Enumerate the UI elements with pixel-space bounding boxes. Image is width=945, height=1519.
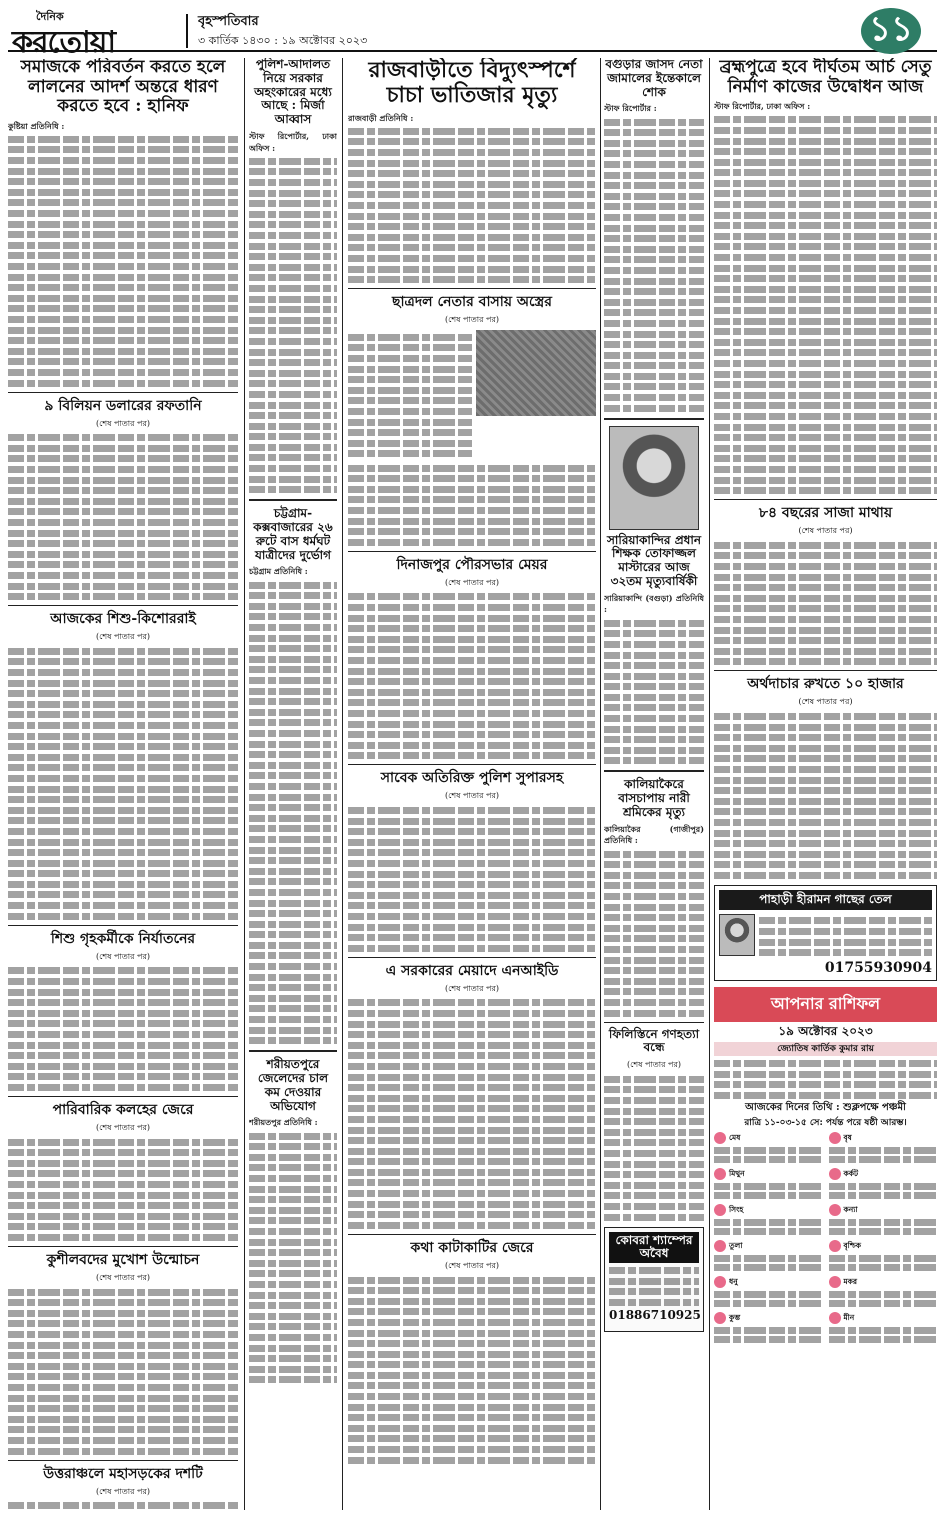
column-3 — [348, 58, 596, 1510]
article-body — [8, 434, 238, 600]
article-bridge — [714, 58, 937, 494]
article-chhatradal — [348, 294, 596, 546]
article-body — [348, 465, 596, 546]
headline: সাবেক অতিরিক্ত পুলিশ সুপারসহ — [380, 770, 564, 787]
headline: উত্তরাঞ্চলে মহাসড়কের দশটি — [43, 1465, 203, 1482]
article-electric — [348, 58, 596, 283]
byline: রাজবাড়ী প্রতিনিধি : — [348, 112, 414, 123]
zodiac-icon — [829, 1240, 841, 1252]
article-body — [8, 121, 238, 387]
column-divider — [342, 58, 343, 1510]
headline: কুশীলবদের মুখোশ উন্মোচন — [46, 1251, 200, 1268]
byline: স্টাফ রিপোর্টার, ঢাকা অফিস : — [249, 130, 337, 153]
article-body — [348, 999, 596, 1228]
article-body — [348, 113, 596, 284]
rashi-item — [829, 1276, 938, 1309]
herbal-oil-ad — [714, 885, 937, 981]
rashi-item — [714, 1276, 823, 1309]
article-maid — [8, 931, 238, 1091]
headline: ৮৪ বছরের সাজা মাথায় — [758, 505, 893, 522]
headline: সমাজকে পরিবর্তন করতে হলে লালনের আদর্শ অন্তরে ধারণ করতে হবে : হানিফ — [20, 58, 226, 117]
headline: ফিলিস্তিনে গণহত্যা বন্ধে — [608, 1026, 700, 1055]
rashi-label: কন্যা — [843, 1205, 858, 1215]
article-filistine — [604, 1028, 704, 1221]
rashi-item — [714, 1204, 823, 1237]
rashi-label: কর্কট — [843, 1169, 859, 1179]
column-4 — [604, 58, 704, 1510]
rashi-label: মিথুন — [729, 1169, 745, 1179]
headline: কালিয়াকৈরে বাসচাপায় নারী শ্রমিকের মৃত্যু — [618, 777, 690, 820]
article-body — [348, 1277, 596, 1464]
article-katakati — [348, 1240, 596, 1464]
tithi-time: রাত্রি ১১-০৩-১৫ সে: পর্যন্ত পরে ষষ্ঠী আরম্ভ। — [744, 1117, 907, 1128]
newspaper-logo-small: দৈনিক — [36, 10, 64, 23]
continued-label: (শেষ পাতার পর) — [95, 951, 151, 961]
zodiac-icon — [829, 1132, 841, 1144]
rashifal-grid — [714, 1132, 937, 1345]
zodiac-icon — [714, 1132, 726, 1144]
continued-label: (শেষ পাতার পর) — [95, 632, 151, 642]
rashi-label: বৃশ্চিক — [843, 1241, 862, 1251]
article-body — [604, 103, 704, 411]
article-body — [249, 1117, 337, 1383]
rashi-item — [714, 1168, 823, 1201]
zodiac-icon — [829, 1168, 841, 1180]
headline: পারিবারিক কলহের জেরে — [52, 1101, 194, 1118]
article-body — [348, 330, 472, 461]
headline: চট্টগ্রাম-কক্সবাজারের ২৬ রুটে বাস ধর্মঘট যাত্রীদের দুর্ভোগ — [253, 506, 333, 562]
article-family — [8, 1102, 238, 1241]
issue-day: বৃহস্পতিবার — [198, 14, 259, 29]
article-shariatpur — [249, 1058, 337, 1383]
continued-label: (শেষ পাতার পর) — [444, 983, 500, 993]
byline: স্টাফ রিপোর্টার, ঢাকা অফিস : — [714, 101, 811, 112]
article-dinajpur — [348, 557, 596, 760]
byline: শরীয়তপুর প্রতিনিধি : — [249, 1117, 318, 1128]
headline: ছাত্রদল নেতার বাসায় অস্ত্রের — [391, 294, 553, 311]
rashi-item — [829, 1168, 938, 1201]
zodiac-icon — [829, 1312, 841, 1324]
astrologer-name: জ্যোতিষ কার্তিক কুমার রায় — [714, 1042, 937, 1056]
article-body — [714, 713, 937, 879]
rashi-label: মকর — [843, 1277, 858, 1287]
article-body — [604, 1076, 704, 1221]
continued-label: (শেষ পাতার পর) — [798, 526, 853, 536]
byline: কুষ্টিয়া প্রতিনিধি : — [8, 120, 65, 131]
article-body — [8, 1502, 238, 1510]
article-body — [8, 967, 238, 1091]
article-jasod — [604, 58, 704, 412]
column-5 — [714, 58, 937, 1510]
article-export — [8, 398, 238, 601]
continued-label: (শেষ পাতার পর) — [95, 1273, 151, 1282]
zodiac-icon — [829, 1276, 841, 1288]
continued-label: (শেষ পাতার পর) — [626, 1060, 682, 1070]
article-kushil — [8, 1252, 238, 1455]
headline: এ সরকারের মেয়াদে এনআইডি — [385, 962, 559, 979]
zodiac-icon — [714, 1276, 726, 1288]
ad-phone: 01755930904 — [824, 959, 932, 976]
article-kaliakair — [604, 778, 704, 1016]
headline: সারিয়াকান্দির প্রধান শিক্ষক তোফাজ্জল মাস্টারের আজ ৩২তম মৃত্যুবার্ষিকী — [606, 532, 702, 589]
column-divider — [600, 58, 601, 1510]
headline: রাজবাড়ীতে বিদ্যুৎস্পর্শে চাচা ভাতিজার মৃত্যু — [368, 58, 576, 109]
article-body — [348, 593, 596, 759]
zodiac-icon — [714, 1312, 726, 1324]
rashi-label: মেষ — [729, 1133, 741, 1143]
masthead-divider — [186, 14, 188, 48]
rashifal-title: আপনার রাশিফল — [714, 987, 937, 1022]
article-lalon — [8, 58, 238, 387]
article-body — [249, 131, 337, 493]
article-body — [604, 824, 704, 1017]
article-body — [8, 1139, 238, 1241]
headline: ব্রহ্মপুত্রে হবে দীর্ঘতম আর্চ সেতু নির্মাণ কাজের উদ্বোধন আজ — [719, 58, 932, 97]
rashi-label: বৃষ — [843, 1133, 852, 1143]
ad-title: কোবরা শ্যাম্পের অবৈধ — [609, 1232, 699, 1264]
column-divider — [244, 58, 245, 1510]
continued-label: (শেষ পাতার পর) — [444, 791, 500, 801]
continued-label: (শেষ পাতার পর) — [798, 697, 853, 707]
column-1 — [8, 58, 238, 1510]
rashi-label: ধনু — [729, 1277, 738, 1287]
article-police — [249, 58, 337, 493]
tithi-label: আজকের দিনের তিথি : শুক্লপক্ষে পঞ্চমী — [745, 1102, 906, 1114]
zodiac-icon — [714, 1240, 726, 1252]
rashi-item — [714, 1312, 823, 1345]
headline: ৯ বিলিয়ন ডলারের রফতানি — [44, 397, 202, 414]
headline: অর্থদাচার রুখতে ১০ হাজার — [747, 676, 904, 693]
rashi-item — [714, 1132, 823, 1165]
byline: স্টাফ রিপোর্টার : — [604, 103, 657, 114]
article-north — [8, 1466, 238, 1511]
article-children — [8, 611, 238, 920]
clinic-ad — [604, 1227, 704, 1333]
zodiac-icon — [829, 1204, 841, 1216]
article-bus — [249, 507, 337, 1044]
continued-label: (শেষ পাতার পর) — [95, 1122, 151, 1132]
rashi-label: কুম্ভ — [729, 1313, 741, 1323]
headline: আজকের শিশু-কিশোররাই — [50, 611, 196, 628]
headline: শরীয়তপুরে জেলেদের চাল কম দেওয়ার অভিযোগ — [257, 1057, 329, 1113]
rashi-item — [829, 1132, 938, 1165]
ad-phone: 01886710925 — [609, 1308, 701, 1323]
portrait-photo — [609, 426, 699, 530]
continued-label: (শেষ পাতার পর) — [95, 1486, 151, 1496]
rashifal-date: ১৯ অক্টোবর ২০২৩ — [778, 1023, 873, 1038]
rashi-item — [829, 1204, 938, 1237]
continued-label: (শেষ পাতার পর) — [444, 577, 500, 587]
issue-date: ৩ কার্তিক ১৪৩০ : ১৯ অক্টোবর ২০২৩ — [198, 34, 368, 47]
article-body — [714, 101, 937, 494]
column-divider — [709, 58, 710, 1510]
headline: দিনাজপুর পৌরসভার মেয়র — [396, 556, 548, 573]
byline: সারিয়াকান্দি (বগুড়া) প্রতিনিধি : — [604, 592, 704, 615]
newspaper-logo: করতোয়া — [12, 25, 116, 60]
article-body — [249, 566, 337, 1044]
rashi-label: তুলা — [729, 1241, 743, 1251]
page-number: ১১ — [861, 8, 921, 54]
continued-label: (শেষ পাতার পর) — [95, 418, 151, 428]
headline: কথা কাটাকাটির জেরে — [410, 1239, 534, 1256]
rashi-item — [714, 1240, 823, 1273]
article-body — [604, 593, 704, 765]
rashi-label: মীন — [843, 1313, 855, 1323]
article-body — [8, 648, 238, 920]
headline: পুলিশ-আদালত নিয়ে সরকার অহংকারের মধ্যে আছে : মির্জা আব্বাস — [254, 58, 332, 127]
byline: কালিয়াকৈর (গাজীপুর) প্রতিনিধি : — [604, 823, 704, 846]
continued-label: (শেষ পাতার পর) — [444, 1260, 500, 1270]
column-2 — [249, 58, 337, 1510]
article-body — [714, 542, 937, 666]
headline: বগুড়ার জাসদ নেতা জামালের ইন্তেকালে শোক — [605, 58, 703, 99]
rashifal-section — [714, 987, 937, 1345]
article-body — [348, 807, 596, 952]
ad-photo — [719, 914, 755, 956]
rashi-item — [829, 1240, 938, 1273]
article-anniversary — [604, 534, 704, 765]
article-ex-police — [348, 770, 596, 951]
article-prison — [714, 505, 937, 665]
continued-label: (শেষ পাতার পর) — [444, 315, 500, 325]
article-govt — [348, 963, 596, 1229]
headline: শিশু গৃহকর্মীকে নির্যাতনের — [50, 930, 196, 947]
rashi-item — [829, 1312, 938, 1345]
rashi-label: সিংহ — [729, 1205, 744, 1215]
byline: চট্টগ্রাম প্রতিনিধি : — [249, 566, 308, 577]
article-body — [8, 1289, 238, 1455]
masthead — [8, 8, 937, 60]
news-photo — [476, 330, 596, 416]
zodiac-icon — [714, 1168, 726, 1180]
zodiac-icon — [714, 1204, 726, 1216]
article-fine — [714, 676, 937, 879]
ad-title: পাহাড়ী হীরামন গাছের তেল — [719, 890, 932, 910]
